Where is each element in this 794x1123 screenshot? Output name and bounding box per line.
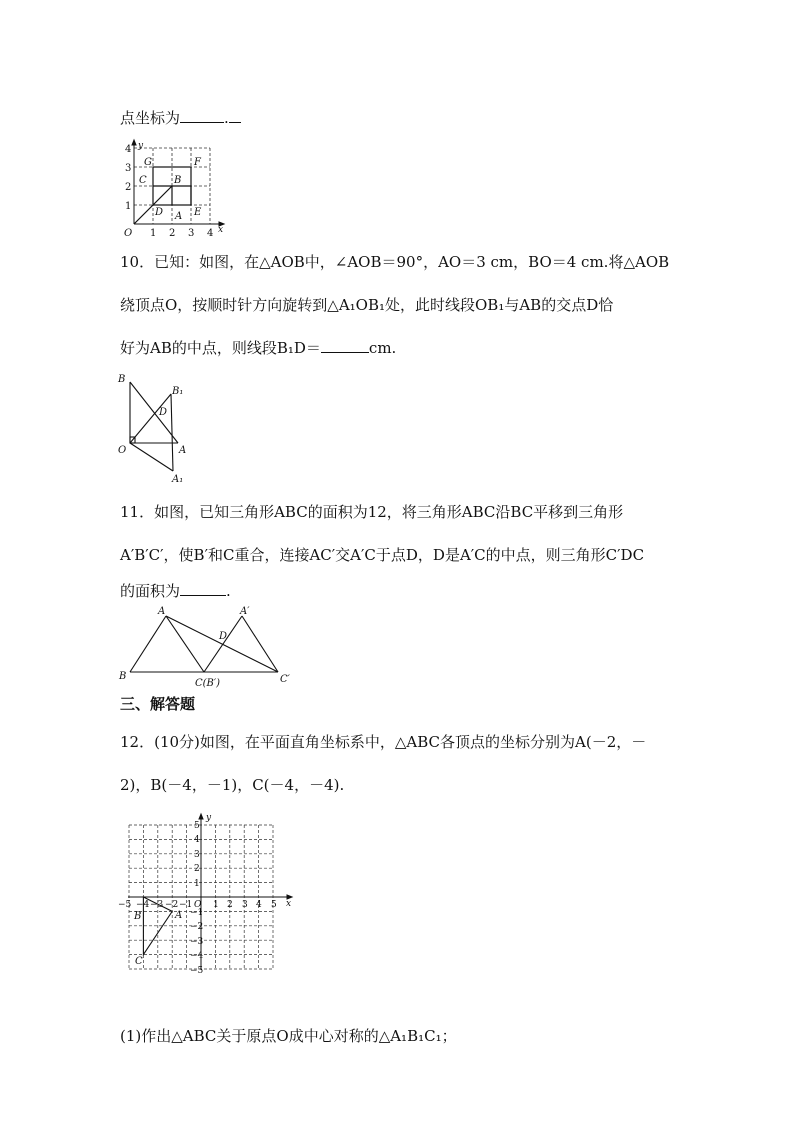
q12-line-1: 12．(10分)如图，在平面直角坐标系中，△ABC各顶点的坐标分别为A(－2，－ [120,733,647,751]
q9-answer-blank-tail [229,108,241,123]
q12-x-tick: −3 [150,900,164,910]
q12-y-tick: 2 [194,864,200,874]
q10-line-2: 绕顶点O，按顺时针方向旋转到△A₁OB₁处，此时线段OB₁与AB的交点D恰 [120,296,614,314]
q11-label: B [119,671,127,682]
q12-point-label: C [135,956,143,967]
q10-answer-blank[interactable] [321,338,369,353]
q10-unit: cm. [368,339,397,357]
q11-label: A [158,606,166,617]
q12-x-axis-label: x [286,899,292,909]
q12-x-tick: 3 [242,900,248,910]
q12-sub-question-1: (1)作出△ABC关于原点O成中心对称的△A₁B₁C₁； [120,1027,457,1045]
q9-point-label: C [139,175,147,186]
q12-x-tick: −1 [179,900,193,910]
q9-x-tick: 1 [150,228,157,239]
q9-x-tick: 2 [169,228,176,239]
q10-line-3 [120,338,396,358]
q12-x-tick: 1 [213,900,219,910]
q9-answer-line [120,108,241,128]
q12-y-axis-label: y [206,813,212,823]
q11-line-3-text: 的面积为 [120,582,181,600]
q12-point-label: B [134,911,142,922]
q10-label: B [118,374,126,385]
q12-y-tick: −2 [190,922,204,932]
q12-x-tick: −2 [165,900,179,910]
q10-label: D [159,407,168,418]
q10-line-1: 10．已知：如图，在△AOB中，∠AOB＝90°，AO＝3 cm，BO＝4 cm.将△AOB [120,253,670,271]
q10-rotation-figure [114,368,194,488]
q11-period: . [226,582,231,600]
q9-x-tick: 4 [207,228,214,239]
q9-answer-blank[interactable] [180,108,224,123]
q9-y-tick: 3 [125,163,132,174]
q12-coordinate-figure [118,810,298,980]
q12-y-tick: −4 [190,951,204,961]
q9-point-label: F [194,157,201,168]
q12-y-tick: 3 [194,850,200,860]
q12-x-tick: −4 [136,900,150,910]
q10-label: O [118,445,127,456]
q9-y-tick: 4 [125,144,132,155]
q12-x-tick: −5 [118,900,132,910]
q9-point-label: E [194,207,202,218]
section-heading: 三、解答题 [120,695,196,713]
q9-x-axis-label: x [218,225,224,235]
q11-line-1: 11．如图，已知三角形ABC的面积为12，将三角形ABC沿BC平移到三角形 [120,503,624,521]
q12-y-tick: 1 [194,879,200,889]
q12-y-tick: −3 [190,937,204,947]
q11-answer-blank[interactable] [180,581,226,596]
q11-line-2: A′B′C′，使B′和C重合，连接AC′交A′C于点D，D是A′C的中点，则三角形C′DC [120,546,645,564]
q10-label: A [179,445,187,456]
q9-point-label: G [144,157,152,168]
q12-x-tick: 5 [271,900,277,910]
q9-answer-text: 点坐标为 [120,109,181,127]
q9-y-tick: 1 [125,201,132,212]
q9-point-label: D [155,207,164,218]
q12-y-tick: −5 [190,966,204,976]
q11-label: D [219,631,228,642]
q11-label: A′ [240,606,250,617]
q12-y-tick: 5 [194,821,200,831]
q12-x-tick: 4 [256,900,262,910]
q9-y-axis-label: y [138,141,144,151]
q11-label: C′ [280,674,290,685]
q12-y-tick: −1 [190,908,204,918]
q10-label: A₁ [172,474,184,485]
q11-translation-figure [114,602,294,690]
q10-line-3-text: 好为AB的中点，则线段B₁D＝ [120,339,321,357]
q12-origin-label: O [194,900,202,910]
q9-point-label: A [175,211,183,222]
q12-x-tick: 2 [227,900,233,910]
q9-origin-label: O [124,228,133,239]
q11-label: C(B′) [195,678,221,689]
q9-x-tick: 3 [188,228,195,239]
q10-label: B₁ [172,386,184,397]
q12-y-tick: 4 [194,835,200,845]
q9-grid-figure [118,138,230,240]
q9-blank-suffix: . [224,109,229,127]
q9-point-label: B [174,175,182,186]
q12-line-2: 2)，B(－4，－1)，C(－4，－4). [120,776,345,794]
q12-point-label: A [175,910,183,921]
q9-y-tick: 2 [125,182,132,193]
q11-line-3 [120,581,231,601]
